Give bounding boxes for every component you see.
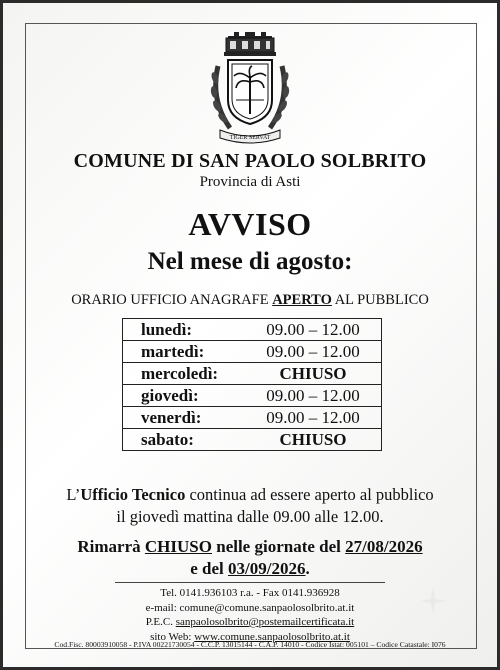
municipal-crest-icon [208,30,292,148]
schedule-hours: CHIUSO [245,429,382,451]
municipality-name: COMUNE DI SAN PAOLO SOLBRITO [73,150,427,172]
tecnico-bold: Ufficio Tecnico [80,485,186,504]
website-url: www.comune.sanpaolosolbrito.at.it [194,630,350,643]
technical-office-line2: il giovedì mattina dalle 09.00 alle 12.00. [116,507,384,526]
schedule-row [123,407,382,429]
schedule-day: martedì: [123,341,246,363]
technical-office-note [0,484,500,528]
schedule-hours: 09.00 – 12.00 [245,341,382,363]
closure-p2: nelle giornate del [211,537,346,556]
schedule-day: mercoledì: [123,363,246,385]
web-label: sito Web: [150,630,195,643]
phone-fax: Tel. 0141.936103 r.a. - Fax 0141.936928 [160,587,340,599]
schedule-row [123,429,382,451]
closure-p1: Rimarrà [77,537,145,556]
notice-title: AVVISO [188,206,312,242]
closure-date1: 27/08/2026 [345,537,423,556]
sparkle-icon [420,588,446,614]
schedule-row [123,341,382,363]
orario-highlight: APERTO [272,292,332,308]
crest-motto: TIGER SERVAT [229,135,271,141]
schedule-row [123,385,382,407]
closure-line1 [0,536,500,558]
closure-date2: 03/09/2026 [228,559,306,578]
schedule-row [123,319,382,341]
closure-p4: . [305,559,310,578]
tecnico-rest: continua ad essere aperto al pubblico [185,485,434,504]
schedule-table [122,318,382,451]
schedule-hours: CHIUSO [245,363,382,385]
orario-text-after: AL PUBBLICO [334,292,429,308]
email-label: e-mail: [145,601,180,614]
schedule-day: venerdì: [123,407,246,429]
footer-divider [115,582,385,583]
schedule-day: sabato: [123,429,246,451]
closure-line2 [0,558,500,580]
schedule-day: lunedì: [123,319,246,341]
province-name: Provincia di Asti [199,174,301,190]
office-hours-heading [0,292,500,309]
schedule-hours: 09.00 – 12.00 [245,407,382,429]
pec-line [0,615,500,630]
fiscal-info: Cod.Fisc. 80003910058 - P.IVA 00221730054 - C.C.P. 13015144 - C.A.P. 14010 - Codice Istat: 005101 – Codice Catastale: I076 [54,640,446,649]
technical-office-line1 [0,484,500,506]
schedule-row [123,363,382,385]
closure-note [0,536,500,580]
email-address: comune@comune.sanpaolosolbrito.at.it [179,601,355,614]
closure-chiuso: CHIUSO [144,537,212,556]
pec-label: P.E.C. [145,616,176,628]
pec-address: sanpaolosolbrito@postemailcertificata.it [175,616,355,628]
tecnico-prefix: L’ [66,485,81,504]
notice-subtitle: Nel mese di agosto: [147,248,353,275]
schedule-day: giovedì: [123,385,246,407]
closure-p3: e del [190,559,229,578]
orario-text-before: ORARIO UFFICIO ANAGRAFE [71,292,269,308]
schedule-hours: 09.00 – 12.00 [245,385,382,407]
schedule-hours: 09.00 – 12.00 [245,319,382,341]
